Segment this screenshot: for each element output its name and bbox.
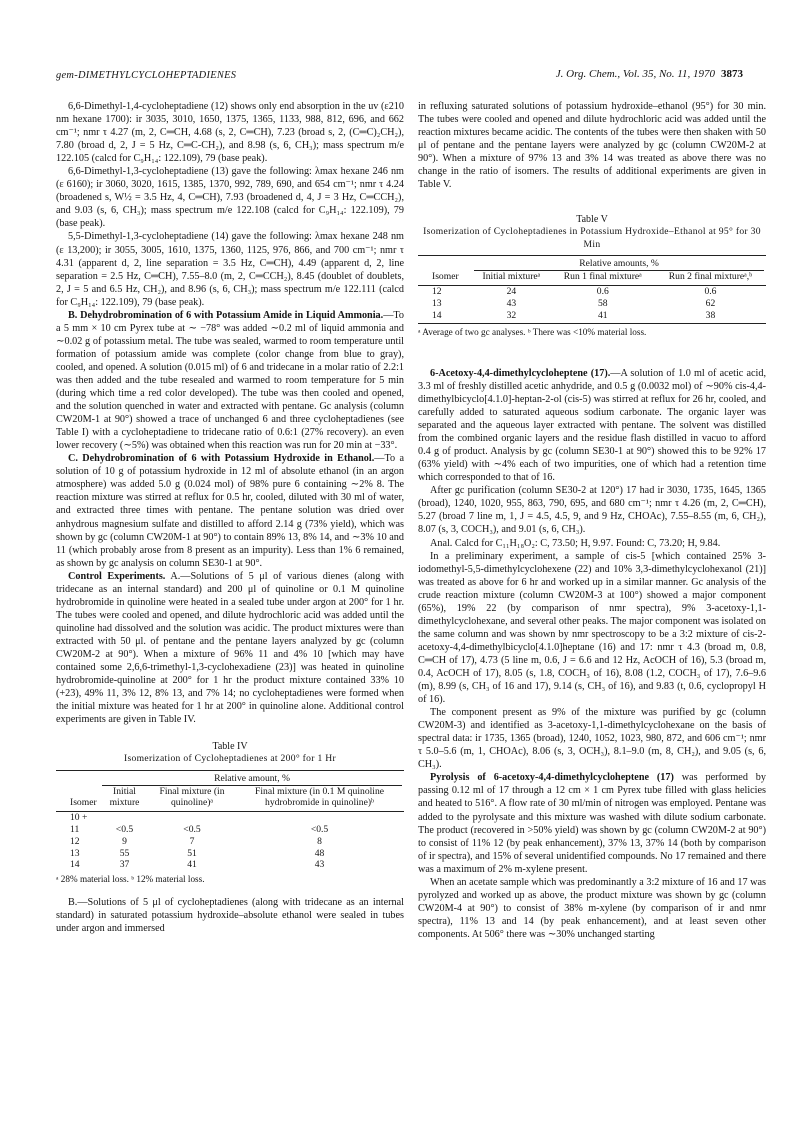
page-number: 3873 [721,68,743,80]
table-row [56,812,404,836]
table-cell: 12 [70,835,80,847]
paragraph-koh-continued: in refluxing saturated solutions of potassium hydroxide–ethanol (95°) for 30 min. The tubes were cooled and opened and dilute hydrochloric acid was added until the reaction mixtures became acidic. The contents of the tubes were then shaken with 50 μl of pentane and the pentane layers were analyzed by gc (column CW20M-2 at 90°). When a mixture of 97% 13 and 3% 14 was treated as above there was no change in the ratio of isomers. The results of additional experiments are given in Table V. [418,101,766,191]
journal-citation [556,68,743,80]
table-iv-caption: Table IV [212,741,248,753]
table-cell: <0.5 [310,823,329,835]
table-cell: 58 [597,297,608,309]
paragraph-acetoxy [418,367,766,484]
table-cell: 14 [70,859,80,871]
table-cell: 14 [432,309,442,321]
section-c-text: —To a solution of 10 g of potassium hydroxide in 12 ml of absolute ethanol (in an argon atmosphere) was added 5.0 g (0.024 mol) of 98% pure 6 containing ∼2% 8. The reaction mixture was stirred at reflux for 0.5 hr, cooled, diluted with 30 ml of water, and extracted three times with pentane. The pentane solution was dried over anhydrous magnesium sulfate and distilled to afford 2.14 g (73% yield), which was shown by gc (column CW20M-1 at 90°) to contain 89% 13, 8% 14, and ∼3% 10 and 11 (which probably arose from 8 present as an impurity). Less than 1% 6 remained, as shown by gc analysis on column SE30-1 at 90°. [56,453,404,569]
table-row [418,285,766,297]
table-cell: 10 + 11 [70,812,88,835]
table-v-span-header: Relative amounts, % [474,258,764,271]
table-cell: 41 [187,859,197,871]
table-cell: 43 [314,859,325,871]
table-v-header: Run 2 final mixtureᵃ,ᵇ [668,271,753,283]
table-v [418,255,766,324]
table-cell: 8 [317,835,322,847]
table-iv-title: Isomerization of Cycloheptadienes at 200° for 1 Hr [124,753,336,765]
table-iv-span-header: Relative amount, % [102,773,402,786]
paragraph-compound-12: 6,6-Dimethyl-1,4-cycloheptadiene (12) shows only end absorption in the uv (ε210 nm hexane 1700): ir 3035, 3010, 1650, 1375, 1365, 1133, 988, 812, 696, and 662 cm⁻¹; nmr τ 4.27 (m, 2, C═CH, 4.68 (s, 2, C═CH), 7.23 (broad s, 2, (C═C)₂CH₂), 7.80 (broad d, 2, J = 5 Hz, C═C-CH₂), and 8.98 (s, 6, CH₃); mass spectrum m/e 122.105 (calcd for C₉H₁₄: 122.109), 79 (base peak). [56,101,404,165]
paragraph-compound-14: 5,5-Dimethyl-1,3-cycloheptadiene (14) gave the following: λmax hexane 248 nm (ε 13,200); ir 3055, 3005, 1610, 1375, 1360, 1125, 976, 866, and 700 cm⁻¹; nmr τ 4.31 (apparent d, 2, line separation = 3.5 Hz, C═CH), 4.49 (apparent d, 2, line separation = 2.5 Hz, C═CH), 7.55–8.0 (m, 2, C═CCH₂), 8.45 (doublet of doublets, 2, J = 5 and 6.5 Hz, CH₂), and 8.96 (s, 6, CH₃); mass spectrum m/e 122.111 (calcd for C₉H₁₄: 122.109), 79 (base peak). [56,231,404,308]
table-v-header: Initial mixtureᵃ [482,271,541,283]
table-cell: 7 [189,835,195,847]
table-cell: 48 [314,847,325,859]
table-cell: 12 [432,285,442,297]
table-v-header-row [418,271,766,283]
running-title: gem-DIMETHYLCYCLOHEPTADIENES [56,70,237,81]
paragraph-purification: After gc purification (column SE30-2 at 120°) 17 had ir 3030, 1735, 1645, 1365 (broad), 1240, 1020, 955, 863, 790, 695, and 680 cm⁻¹; nmr τ 4.26 (m, 2, C═CH), 5.27 (broad 7 line m, 1, J = 4.5, 4.5, 9, and 9 Hz, CHOAc), 7.55–8.55 (m, 6, CH₂), 8.07 (s, 3, COCH₃), and 9.01 (s, 6, CH₃). [418,485,766,536]
paragraph-compound-13: 6,6-Dimethyl-1,3-cycloheptadiene (13) gave the following: λmax hexane 246 nm (ε 6160); ir 3060, 3020, 1615, 1385, 1370, 992, 789, 690, and 654 cm⁻¹; nmr τ 4.24 (broadened s, W½ = 3.5 Hz, 4, C═CH), 7.93 (broadened d, 4, J = 3 Hz, C═CCH₂), and 9.03 (s, 6, CH₃); mass spectrum m/e 122.108 (calcd for C₉H₁₄: 122.109), 79 (base peak). [56,166,404,230]
table-v-title: Isomerization of Cycloheptadienes in Potassium Hydroxide–Ethanol at 95° for 30 Min [423,226,761,250]
table-cell: 13 [70,847,80,859]
table-iv-header: Isomer [70,797,97,809]
left-column [56,100,404,935]
table-cell: 13 [432,297,442,309]
control-experiments-text: A.—Solutions of 5 μl of various dienes (along with tridecane as an internal standard) and 200 μl of quinoline or 0.1 M quinoline hydrobromide in quinoline were heated in a sealed tube under argon at 200° for 1 hr. The tubes were cooled and opened, and dilute hydrochloric acid was added until the quinoline had dissolved and the solution was acidic. The product mixtures were than extracted with 50 μl. of pentane and the pentane layers analyzed by gc (column CW20M-2 at 90°). When a mixture of 96% 11 and 4% 10 [which may have contained some 2,6,6-trimethyl-1,3-cyclohexadiene (23)] was heated in quinoline hydrobromide-quinoline at 200° for 1 hr the product mixture contained 33% 10 (+23), 49% 11, 3% 12, 8% 13, and 7% 14; no cycloheptadienes were formed when the initial mixture was heated for 1 hr at 200° in quinoline alone. Additional control experiments are given in Table IV. [56,570,405,726]
paragraph-acetate-sample: When an acetate sample which was predominantly a 3:2 mixture of 16 and 17 was pyrolyzed and worked up as above, the product mixture was shown by gc (column CW20M-4 at 90°) to consist of 38% m-xylene (by comparison of ir and nmr spectra), 11% 13 and 14 (by peak enhancement), and at least seven other components. At 506° there was ∼30% unchanged starting [418,876,766,940]
pyrolysis-heading: Pyrolysis of 6-acetoxy-4,4-dimethylcycloheptene (17) [430,772,674,784]
right-column [418,100,766,941]
table-row [418,298,766,310]
table-cell: <0.5 [183,823,201,835]
pyrolysis-text: was performed by passing 0.12 ml of 17 through a 12 cm × 1 cm Pyrex tube filled with glass helicies and heated to 516°. A flow rate of 30 ml/min of nitrogen was employed. Pentane was added to the pyrolysate and this mixture was washed with dilute sodium carbonate. The product (recovered in >50% yield) was shown by gc (column CW20M-2 at 90°) to consist of 11% 12 (by peak enhancement), 37% 13, 37% 14 (both by comparison of ir spectra), and 15% of several unidentified compounds. No 17 remained and there was a maximum of 2% m-xylene present. [418,772,766,875]
paragraph-control-b: B.—Solutions of 5 μl of cycloheptadienes (along with tridecane as an internal standard) in saturated potassium hydroxide–absolute ethanol were sealed in tubes under argon and immersed [56,896,404,934]
paragraph-preliminary: In a preliminary experiment, a sample of cis-5 [which contained 25% 3-iodomethyl-5,5-dimethylcyclohexene (22) and 10% 3,3-dimethylcyclohexanol (21)] was treated as above for 6 hr and worked up in a similar manner. Gc analysis of the crude reaction mixture (column CW20M-3 at 100°) showed a major component (65%), 19% 22 (by comparison of nmr spectra), 9% 3-acetoxy-1,1-dimethylcyclohexane, and several other peaks. The major component was isolated on the same column and was shown by nmr spectroscopy to be a 3:2 mixture of cis-2-acetoxy-4,4-dimethylbicyclo[4.1.0]heptane (16) and 17: nmr τ 4.3 (broad m, 0.8, C═CH of 17), 4.73 (5 line m, 0.6, J = 6.6 and 12 Hz, AcOCH of 16), 5.3 (broad m, 0.4, AcOCH of 17), 8.05 (s, 1.8, COCH₃ of 16), 8.08 (1.2, COCH₃ of 17), 7.6–9.6 (m), 8.99 (s, CH₃ of 16 and 17), 9.14 (s, CH₃ of 16), and 9.83 (t, 0.6, cyclopropyl H of 16). [418,550,766,706]
table-v-header: Run 1 final mixtureᵃ [563,271,642,283]
section-b-text: —To a 5 mm × 10 cm Pyrex tube at ∼ −78° was added ∼0.2 ml of liquid ammonia and ∼0.02 g of potassium metal. The tube was sealed, warmed to room temperature until formation of potassium amide was complete (color change from blue to gray), cooled, and opened. A solution (0.015 ml) of 6 and tridecane in a molar ratio of 2.2:1 was then added and the tube resealed and warmed to room temperature for 5 min (during which time a red color developed). The tube was then cooled and opened, and the solution quenched in water and extracted with pentane. Gc analysis (column CW20M-1 at 90°) showed a trace of unchanged 6 and three cycloheptadienes (see Table I) with a cycloheptadiene to tridecane ratio of 0.6:1 (27% recovery). an even lower recovery (∼5%) was obtained when this reaction was run for 20 min at −33°. [56,309,404,452]
table-v-caption: Table V [576,214,608,226]
table-cell: 0.6 [704,285,717,297]
table-iv-footnote: ᵃ 28% material loss. ᵇ 12% material loss. [56,874,205,885]
table-row [56,836,404,848]
paragraph-analysis: Anal. Calcd for C₁₁H₁₈O₂: C, 73.50; H, 9.97. Found: C, 73.20; H, 9.84. [430,537,721,549]
control-experiments-heading: Control Experiments. [68,570,166,582]
table-row [418,310,766,322]
table-cell: 24 [506,285,517,297]
table-cell: 55 [119,847,130,859]
table-iv-header: Final mixture (in 0.1 M quinoline hydrobromide in quinoline)ᵇ [255,785,385,809]
table-cell: 0.6 [596,285,609,297]
table-cell: 62 [705,297,716,309]
table-row [56,859,404,871]
table-cell: 41 [597,309,608,321]
table-iv [56,770,404,871]
paragraph-control-experiments [56,570,404,727]
acetoxy-heading: 6-Acetoxy-4,4-dimethylcycloheptene (17). [430,367,611,379]
table-cell: 38 [705,309,716,321]
journal-name: J. Org. Chem., Vol. 35, No. 11, 1970 [555,68,715,80]
acetoxy-text: —A solution of 1.0 ml of acetic acid, 3.3 ml of freshly distilled acetic anhydride, and 0.5 g (0.0032 mol) of ∼90% cis-4,4-dimethylbicyclo[4.1.0]-heptan-2-ol (cis-5) was stirred at reflux for 26 hr, cooled, and carefully added to saturated aqueous sodium carbonate. The organic layer was separated and the aqueous layer extracted with pentane. The solvent was distilled from the combined organic layers and the residue flash distilled in vacuo to afford 0.4 g of product. Analysis by gc (column SE30-1 at 90°) showed this to be 92% 17 (63% yield) with ∼4% each of two impurities, one of which had a retention time which corresponded to that of 16. [418,367,766,484]
table-v-header: Isomer [432,271,459,283]
table-row [56,848,404,860]
paragraph-section-c [56,452,404,569]
table-cell: <0.5 [115,823,134,835]
paragraph-section-b [56,309,404,453]
section-c-heading: C. Dehydrobromination of 6 with Potassium Hydroxide in Ethanol. [68,453,375,465]
table-cell: 51 [187,847,197,859]
paragraph-pyrolysis [418,771,766,875]
table-iv-header-row [56,786,404,810]
table-iv-header: Final mixture (in quinoline)ᵃ [159,785,225,809]
section-b-heading: B. Dehydrobromination of 6 with Potassium Amide in Liquid Ammonia. [68,309,384,321]
table-cell: 43 [506,297,517,309]
table-iv-header: Initial mixture [109,785,140,809]
paragraph-component: The component present as 9% of the mixture was purified by gc (column CW20M-3) and identified as 3-acetoxy-1,1-dimethylcyclohexane on the basis of spectral data: ir 1735, 1365 (broad), 1240, 1052, 1023, 980, 872, and 606 cm⁻¹; nmr τ 5.0–5.6 (m, 1, CHOAc), 8.06 (s, 3, OCH₃), 8.1–9.0 (m, 8, CH₂), and 9.05 (s, 6, CH₃). [418,707,766,771]
table-cell: 9 [122,835,127,847]
table-v-footnote: ᵃ Average of two gc analyses. ᵇ There was <10% material loss. [418,327,647,338]
table-cell: 37 [119,859,130,871]
table-cell: 32 [506,309,517,321]
